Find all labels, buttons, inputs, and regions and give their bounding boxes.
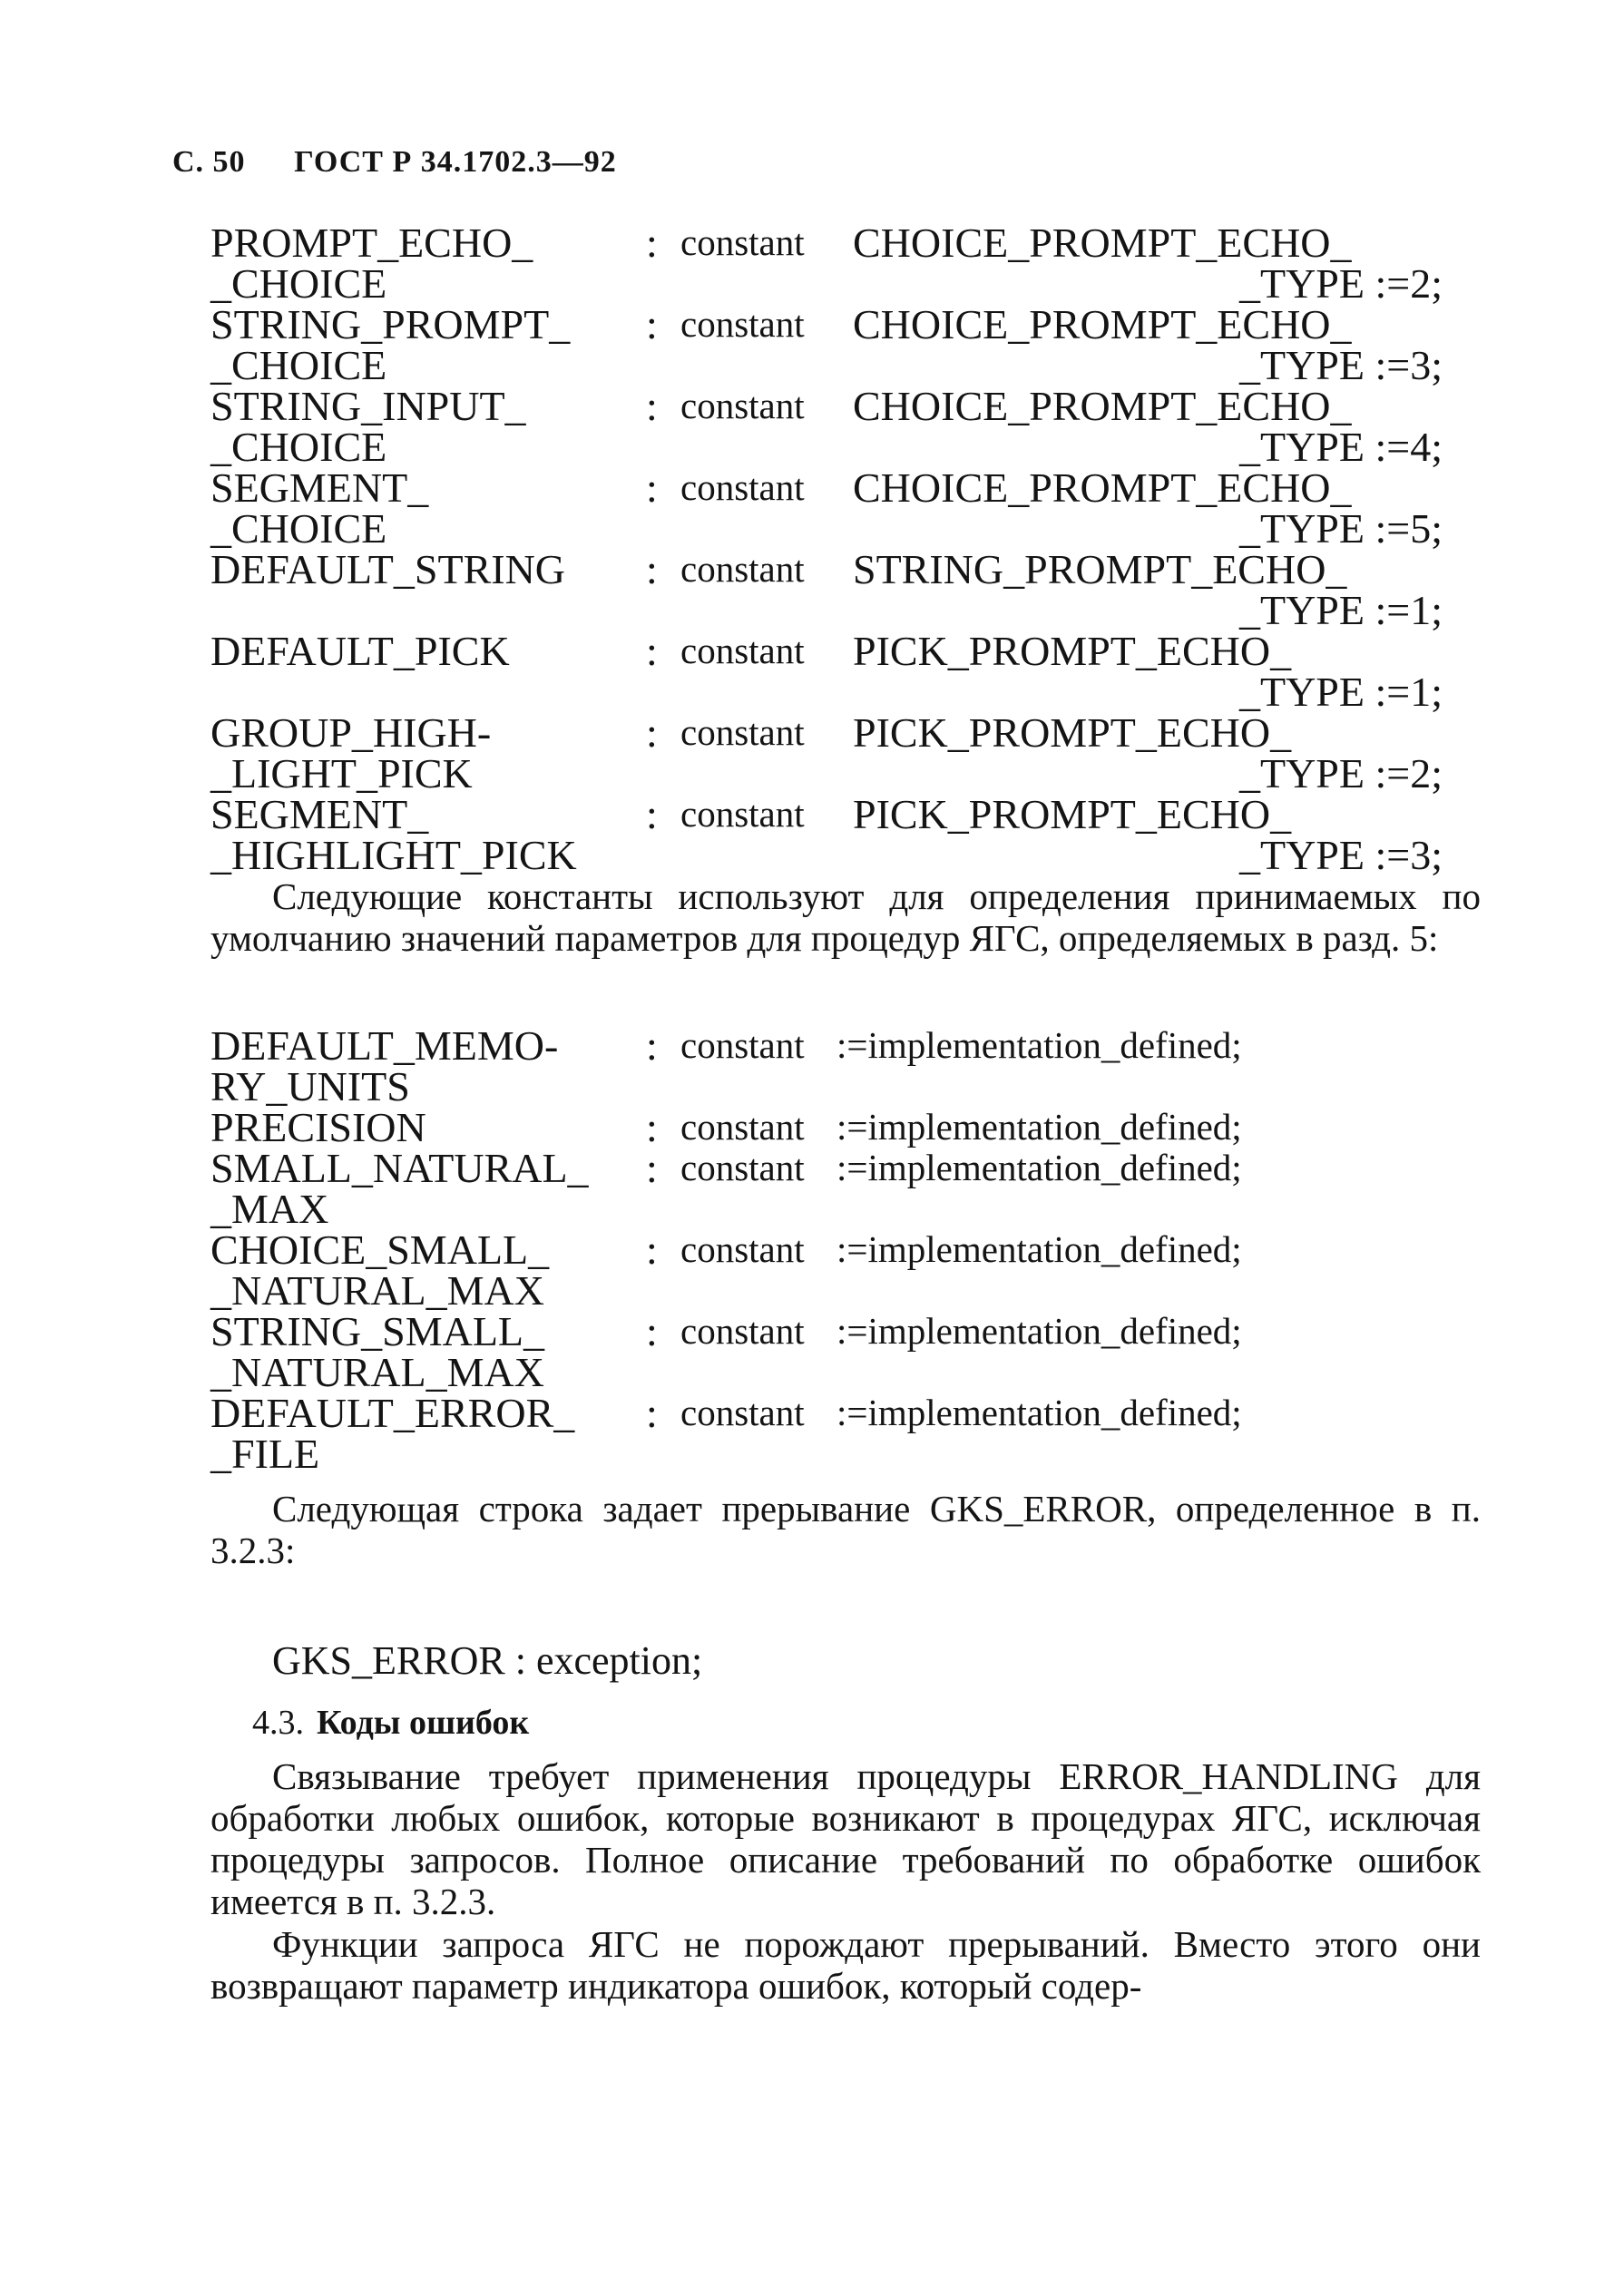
constant-keyword: constant [680, 793, 805, 835]
constant-keyword: constant [680, 1310, 805, 1352]
constant-type-value: _TYPE :=3; [1238, 832, 1443, 878]
colon: : [646, 546, 658, 592]
colon: : [646, 1104, 658, 1150]
colon: : [646, 1145, 658, 1191]
constant-keyword: constant [680, 1106, 805, 1148]
section-number: 4.3. [252, 1704, 304, 1742]
constant-keyword: constant [680, 630, 805, 671]
colon: : [646, 1390, 658, 1436]
constant-name-continued: _CHOICE [210, 424, 387, 470]
constant-type-value: _TYPE :=4; [1238, 424, 1443, 470]
constant-name: PROMPT_ECHO_ [210, 220, 533, 266]
paragraph-default-constants [210, 875, 1481, 959]
constant-keyword: constant [680, 1392, 805, 1433]
constant-name: DEFAULT_STRING [210, 546, 566, 592]
colon: : [646, 791, 658, 837]
constant-name: PRECISION [210, 1104, 426, 1150]
paragraph-exception-intro [210, 1488, 1481, 1571]
constant-name-continued: RY_UNITS [210, 1063, 410, 1109]
colon: : [646, 220, 658, 266]
constant-keyword: constant [680, 548, 805, 590]
constant-name-continued: _HIGHLIGHT_PICK [210, 832, 577, 878]
constant-keyword: constant [680, 1147, 805, 1188]
paragraph-text: Функции запроса ЯГС не порождают прерываний. Вместо этого они возвращают параметр индикатора ошибок, который содер- [210, 1923, 1481, 2007]
paragraph-inquiry-functions [210, 1923, 1481, 2007]
constant-keyword: constant [680, 466, 805, 508]
constant-type: PICK_PROMPT_ECHO_ [853, 709, 1292, 756]
section-title: Коды ошибок [317, 1704, 530, 1742]
constant-type: CHOICE_PROMPT_ECHO_ [853, 301, 1352, 347]
constant-type-value: _TYPE :=1; [1238, 587, 1443, 633]
colon: : [646, 628, 658, 674]
constant-type: STRING_PROMPT_ECHO_ [853, 546, 1347, 592]
constant-name-continued: _LIGHT_PICK [210, 750, 473, 796]
constant-type: PICK_PROMPT_ECHO_ [853, 628, 1292, 674]
constant-value: :=implementation_defined; [836, 1392, 1242, 1433]
constant-name-continued: _NATURAL_MAX [210, 1267, 544, 1314]
colon: : [646, 1226, 658, 1273]
constant-name: DEFAULT_ERROR_ [210, 1390, 575, 1436]
standard-designation: ГОСТ Р 34.1702.3—92 [294, 145, 617, 179]
constant-type-value: _TYPE :=3; [1238, 342, 1443, 388]
paragraph-text: Следующая строка задает прерывание GKS_ERROR, определенное в п. 3.2.3: [210, 1488, 1481, 1571]
constant-type: CHOICE_PROMPT_ECHO_ [853, 464, 1352, 511]
constant-type: CHOICE_PROMPT_ECHO_ [853, 220, 1352, 266]
constant-name-continued: _CHOICE [210, 342, 387, 388]
constant-type-value: _TYPE :=1; [1238, 669, 1443, 715]
constant-keyword: constant [680, 221, 805, 263]
constant-name: DEFAULT_MEMO- [210, 1022, 559, 1069]
constant-type-value: _TYPE :=2; [1238, 750, 1443, 796]
colon: : [646, 301, 658, 347]
constant-keyword: constant [680, 385, 805, 426]
paragraph-text: Связывание требует применения процедуры ERROR_HANDLING для обработки любых ошибок, которые возникают в процедурах ЯГС, исключая процедуры запросов. Полное описание требований по обработке ошибок имеется в п. 3.2.3. [210, 1755, 1481, 1922]
constant-value: :=implementation_defined; [836, 1228, 1242, 1270]
constant-value: :=implementation_defined; [836, 1147, 1242, 1188]
constant-name: STRING_INPUT_ [210, 383, 526, 429]
page-number: С. 50 [172, 145, 246, 179]
constant-name-continued: _FILE [210, 1431, 320, 1477]
constant-name-continued: _CHOICE [210, 505, 387, 552]
constant-keyword: constant [680, 1228, 805, 1270]
constant-type-value: _TYPE :=2; [1238, 260, 1443, 307]
constant-name: SEGMENT_ [210, 464, 429, 511]
constant-type: CHOICE_PROMPT_ECHO_ [853, 383, 1352, 429]
colon: : [646, 1022, 658, 1069]
colon: : [646, 464, 658, 511]
constant-keyword: constant [680, 1024, 805, 1066]
constant-name-continued: _NATURAL_MAX [210, 1349, 544, 1395]
exception-declaration: GKS_ERROR : exception; [272, 1638, 703, 1683]
constant-name: STRING_PROMPT_ [210, 301, 571, 347]
constant-value: :=implementation_defined; [836, 1024, 1242, 1066]
constant-name: GROUP_HIGH- [210, 709, 492, 756]
constant-name: DEFAULT_PICK [210, 628, 510, 674]
page-header [172, 145, 657, 180]
section-heading [252, 1703, 529, 1743]
constant-name: CHOICE_SMALL_ [210, 1226, 550, 1273]
constant-name-continued: _CHOICE [210, 260, 387, 307]
paragraph-text: Следующие константы используют для определения принимаемых по умолчанию значений параметров для процедур ЯГС, определяемых в разд. 5: [210, 875, 1481, 959]
constant-value: :=implementation_defined; [836, 1106, 1242, 1148]
constant-keyword: constant [680, 303, 805, 345]
colon: : [646, 383, 658, 429]
constant-type: PICK_PROMPT_ECHO_ [853, 791, 1292, 837]
colon: : [646, 709, 658, 756]
constant-name: STRING_SMALL_ [210, 1308, 545, 1354]
constant-keyword: constant [680, 711, 805, 753]
constant-type-value: _TYPE :=5; [1238, 505, 1443, 552]
constant-value: :=implementation_defined; [836, 1310, 1242, 1352]
colon: : [646, 1308, 658, 1354]
constant-name: SEGMENT_ [210, 791, 429, 837]
constant-name: SMALL_NATURAL_ [210, 1145, 589, 1191]
constant-name-continued: _MAX [210, 1186, 329, 1232]
paragraph-error-handling [210, 1755, 1481, 1922]
